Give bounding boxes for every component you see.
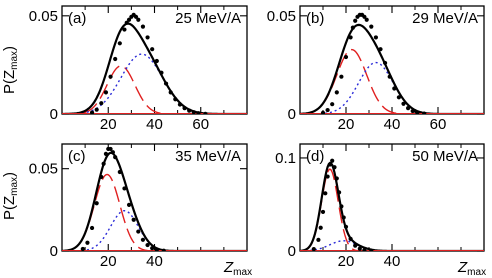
data-point — [136, 229, 140, 233]
data-point — [108, 75, 112, 79]
data-point — [411, 109, 415, 113]
data-point — [351, 26, 355, 30]
data-point — [353, 244, 357, 248]
data-point — [141, 238, 145, 242]
data-point — [104, 152, 108, 156]
data-point — [353, 19, 357, 23]
data-point — [122, 27, 126, 31]
data-point — [388, 75, 392, 79]
data-point — [397, 95, 401, 99]
data-point — [141, 25, 145, 29]
panel-b — [267, 6, 484, 133]
y-tick-label: 0 — [287, 106, 296, 123]
x-axis-title-left: $Z_{max}$ — [224, 259, 253, 278]
data-point — [132, 218, 136, 222]
data-point — [155, 59, 159, 63]
y-axis-title-top: $P(Z_{max})$ — [1, 45, 20, 95]
data-point — [358, 247, 362, 251]
panel-label: (d) — [306, 148, 325, 165]
y-tick-label: 0 — [287, 243, 296, 260]
data-point — [374, 35, 378, 39]
y-tick-label: 0 — [49, 243, 58, 260]
x-tick-label: 40 — [383, 116, 401, 133]
data-point — [339, 75, 343, 79]
data-point — [102, 162, 106, 166]
data-point — [335, 90, 339, 94]
data-point — [95, 201, 99, 205]
data-point — [90, 226, 94, 230]
y-tick-label: 0 — [49, 106, 58, 123]
component-1-curve — [300, 169, 484, 251]
data-point — [349, 237, 353, 241]
panel-label: (b) — [306, 10, 325, 27]
component-1-curve — [62, 174, 247, 251]
data-point — [113, 57, 117, 61]
panel-d — [275, 144, 484, 270]
panel-label: (a) — [68, 10, 87, 27]
data-point — [81, 247, 85, 251]
plot-area — [300, 13, 484, 116]
data-point — [99, 101, 103, 105]
x-tick-label: 20 — [337, 253, 355, 270]
x-tick-label: 20 — [337, 116, 355, 133]
data-point — [349, 35, 353, 39]
data-point — [401, 102, 405, 106]
data-point — [330, 102, 334, 106]
data-point — [159, 71, 163, 75]
x-tick-label: 40 — [146, 116, 163, 133]
data-point — [192, 110, 196, 114]
data-point — [113, 155, 117, 159]
y-tick-label: 0.05 — [28, 160, 58, 178]
panels — [29, 6, 484, 270]
data-point — [342, 215, 346, 219]
data-point — [339, 204, 343, 208]
data-point — [337, 190, 341, 194]
y-tick-label: 0.1 — [275, 149, 296, 167]
data-point — [85, 241, 89, 245]
x-axis-title-right: $Z_{max}$ — [458, 259, 487, 278]
data-point — [127, 203, 131, 207]
data-point — [99, 175, 103, 179]
data-point — [145, 35, 149, 39]
energy-label: 29 MeV/A — [412, 10, 478, 27]
x-tick-label: 60 — [192, 116, 210, 133]
data-point — [178, 102, 182, 106]
energy-label: 35 MeV/A — [175, 148, 241, 165]
data-point — [335, 176, 339, 180]
data-point — [369, 25, 373, 29]
data-point — [150, 47, 154, 51]
x-tick-label: 60 — [429, 116, 447, 133]
total-fit-curve — [62, 24, 247, 114]
x-tick-label: 20 — [99, 116, 117, 133]
panel-label: (c) — [68, 148, 86, 165]
plot-area — [62, 13, 247, 116]
data-point — [392, 86, 396, 90]
panel-c — [29, 144, 247, 270]
data-point — [344, 225, 348, 229]
data-point — [104, 90, 108, 94]
x-tick-label: 40 — [383, 253, 401, 270]
data-point — [95, 108, 99, 112]
data-point — [326, 108, 330, 112]
total-fit-curve — [62, 153, 247, 251]
data-point — [378, 47, 382, 51]
data-point — [406, 106, 410, 110]
data-point — [187, 109, 191, 113]
energy-label: 25 MeV/A — [175, 10, 241, 27]
data-point — [196, 111, 200, 115]
y-tick-label: 0.05 — [266, 7, 296, 25]
data-point — [321, 210, 325, 214]
data-point — [182, 106, 186, 110]
y-tick-label: 0.05 — [28, 7, 58, 25]
data-point — [344, 55, 348, 59]
data-point — [169, 90, 173, 94]
data-point — [369, 249, 373, 253]
plot-area — [300, 159, 484, 253]
data-point — [111, 150, 115, 154]
data-point — [312, 247, 316, 251]
data-point — [118, 170, 122, 174]
x-tick-label: 40 — [146, 253, 163, 270]
data-point — [150, 246, 154, 250]
data-point — [383, 61, 387, 65]
data-point — [326, 174, 330, 178]
data-point — [365, 18, 369, 22]
data-point — [330, 159, 334, 163]
energy-label: 50 MeV/A — [412, 148, 478, 165]
data-point — [319, 226, 323, 230]
data-point — [136, 18, 140, 22]
component-2-curve — [300, 63, 484, 114]
data-point — [332, 165, 336, 169]
data-point — [323, 191, 327, 195]
x-tick-label: 20 — [99, 253, 117, 270]
y-axis-title-bottom: $P(Z_{max})$ — [1, 171, 20, 221]
data-point — [173, 97, 177, 101]
data-point — [145, 243, 149, 247]
data-point — [164, 81, 168, 85]
data-point — [118, 41, 122, 45]
data-point — [316, 238, 320, 242]
panel-a — [29, 6, 247, 133]
total-fit-curve — [300, 25, 484, 114]
data-point — [328, 162, 332, 166]
data-point — [422, 112, 426, 116]
data-point — [122, 186, 126, 190]
